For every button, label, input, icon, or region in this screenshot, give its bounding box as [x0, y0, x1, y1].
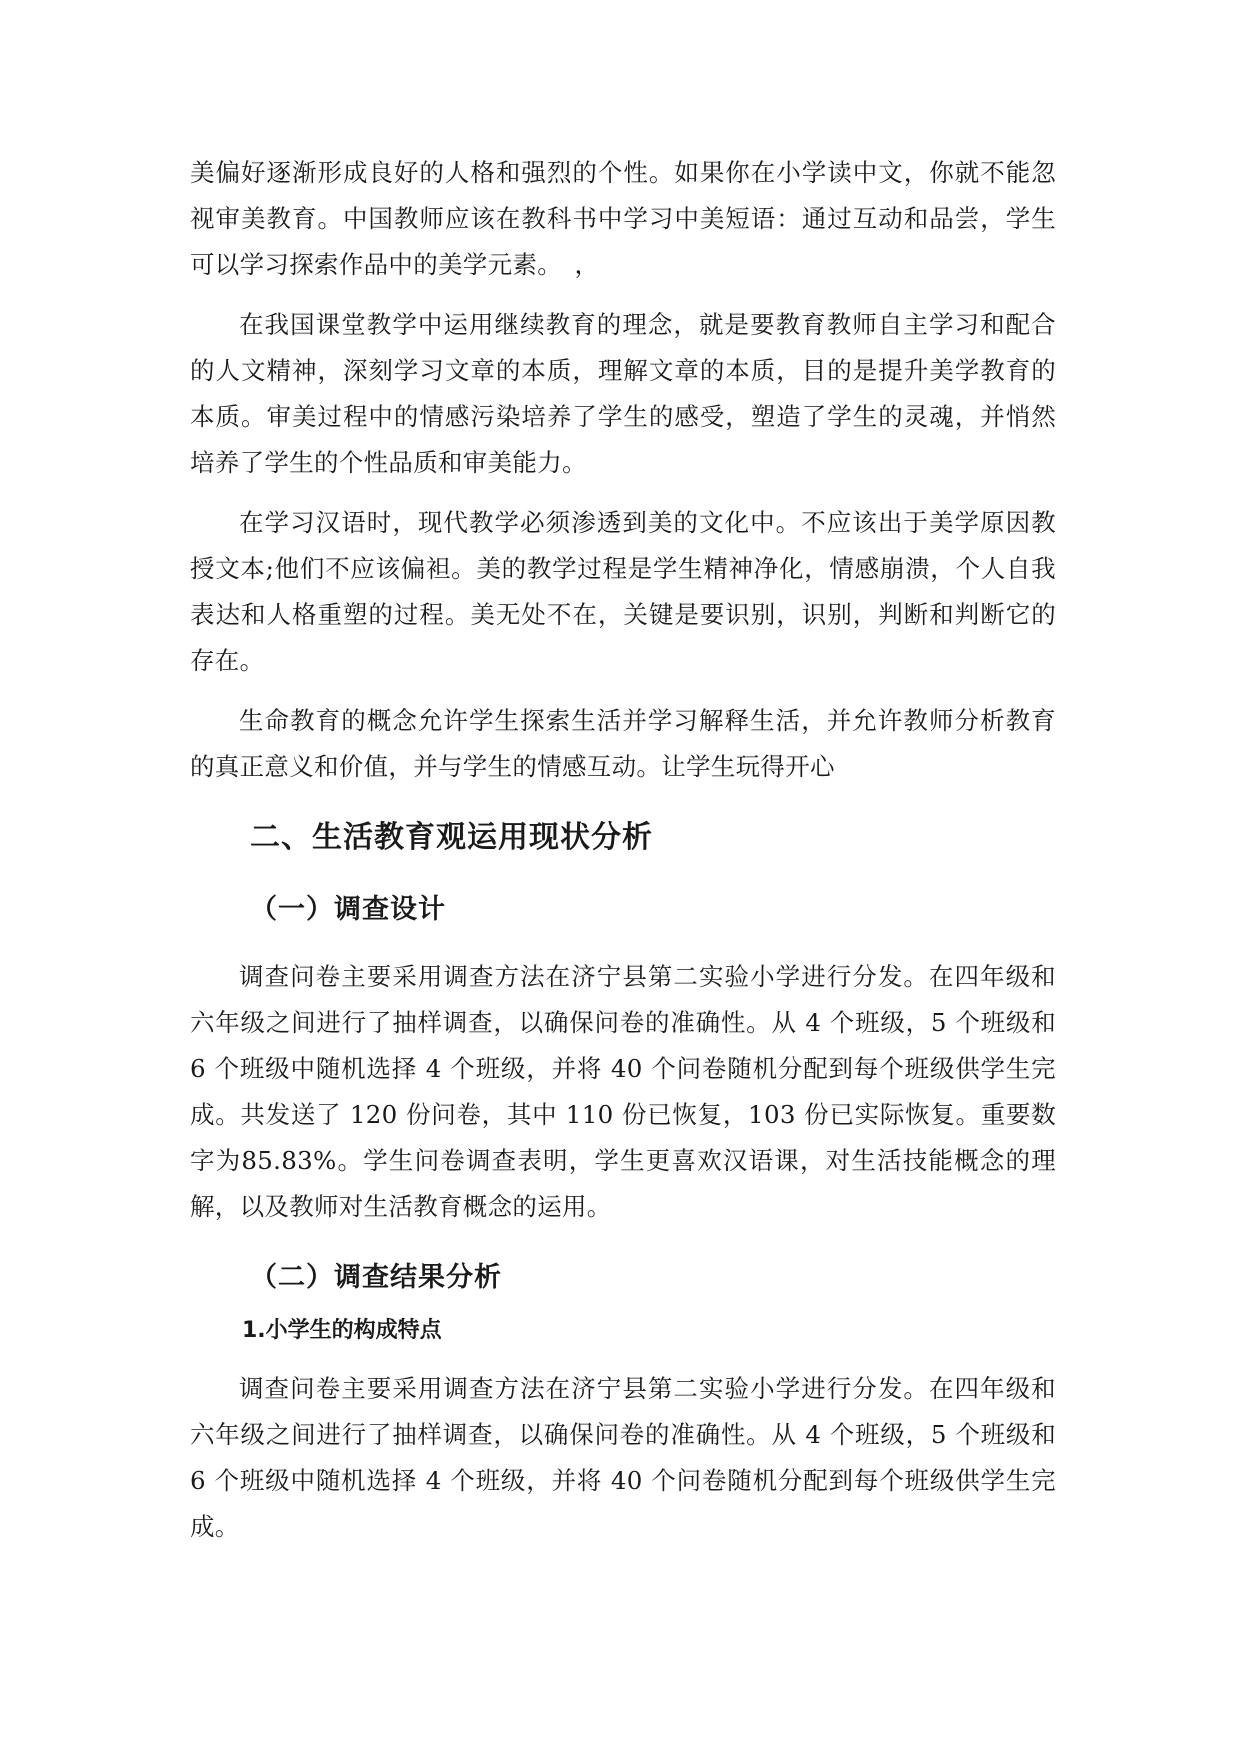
subsection-heading-survey-design: （一）调查设计	[250, 894, 446, 925]
section-heading: 二、生活教育观运用现状分析	[250, 820, 653, 855]
document-page	[190, 150, 1056, 1550]
item-heading-student-composition: 1.小学生的构成特点	[242, 1318, 442, 1343]
paragraph-continued: 美偏好逐渐形成良好的人格和强烈的个性。如果你在小学读中文，你就不能忽视审美教育。中国教师应该在教科书中学习中美短语：通过互动和品尝，学生可以学习探索作品中的美学元素。 ，	[190, 158, 1056, 279]
paragraph-continuing-education: 在我国课堂教学中运用继续教育的理念，就是要教育教师自主学习和配合的人文精神，深刻学习文章的本质，理解文章的本质，目的是提升美学教育的本质。审美过程中的情感污染培养了学生的感受，塑造了学生的灵魂，并悄然培养了学生的个性品质和审美能力。	[190, 310, 1056, 477]
subsection-heading-survey-results: （二）调查结果分析	[250, 1262, 502, 1293]
paragraph-survey-design: 调查问卷主要采用调查方法在济宁县第二实验小学进行分发。在四年级和六年级之间进行了抽样调查，以确保问卷的准确性。从 4 个班级，5 个班级和 6 个班级中随机选择 4 个班级，并将 40 个问卷随机分配到每个班级供学生完成。共发送了 120 份问卷，其中 110 份已恢复，103 份已实际恢复。重要数字为85.83%。学生问卷调查表明，学生更喜欢汉语课，对生活技能概念的理解，以及教师对生活教育概念的运用。	[190, 962, 1056, 1221]
paragraph-chinese-learning: 在学习汉语时，现代教学必须渗透到美的文化中。不应该出于美学原因教授文本;他们不应该偏袒。美的教学过程是学生精神净化，情感崩溃，个人自我表达和人格重塑的过程。美无处不在，关键是要识别，识别，判断和判断它的存在。	[190, 508, 1056, 675]
paragraph-student-composition: 调查问卷主要采用调查方法在济宁县第二实验小学进行分发。在四年级和六年级之间进行了抽样调查，以确保问卷的准确性。从 4 个班级，5 个班级和 6 个班级中随机选择 4 个班级，并将 40 个问卷随机分配到每个班级供学生完成。	[190, 1374, 1056, 1541]
paragraph-life-education: 生命教育的概念允许学生探索生活并学习解释生活，并允许教师分析教育的真正意义和价值，并与学生的情感互动。让学生玩得开心	[190, 706, 1056, 781]
